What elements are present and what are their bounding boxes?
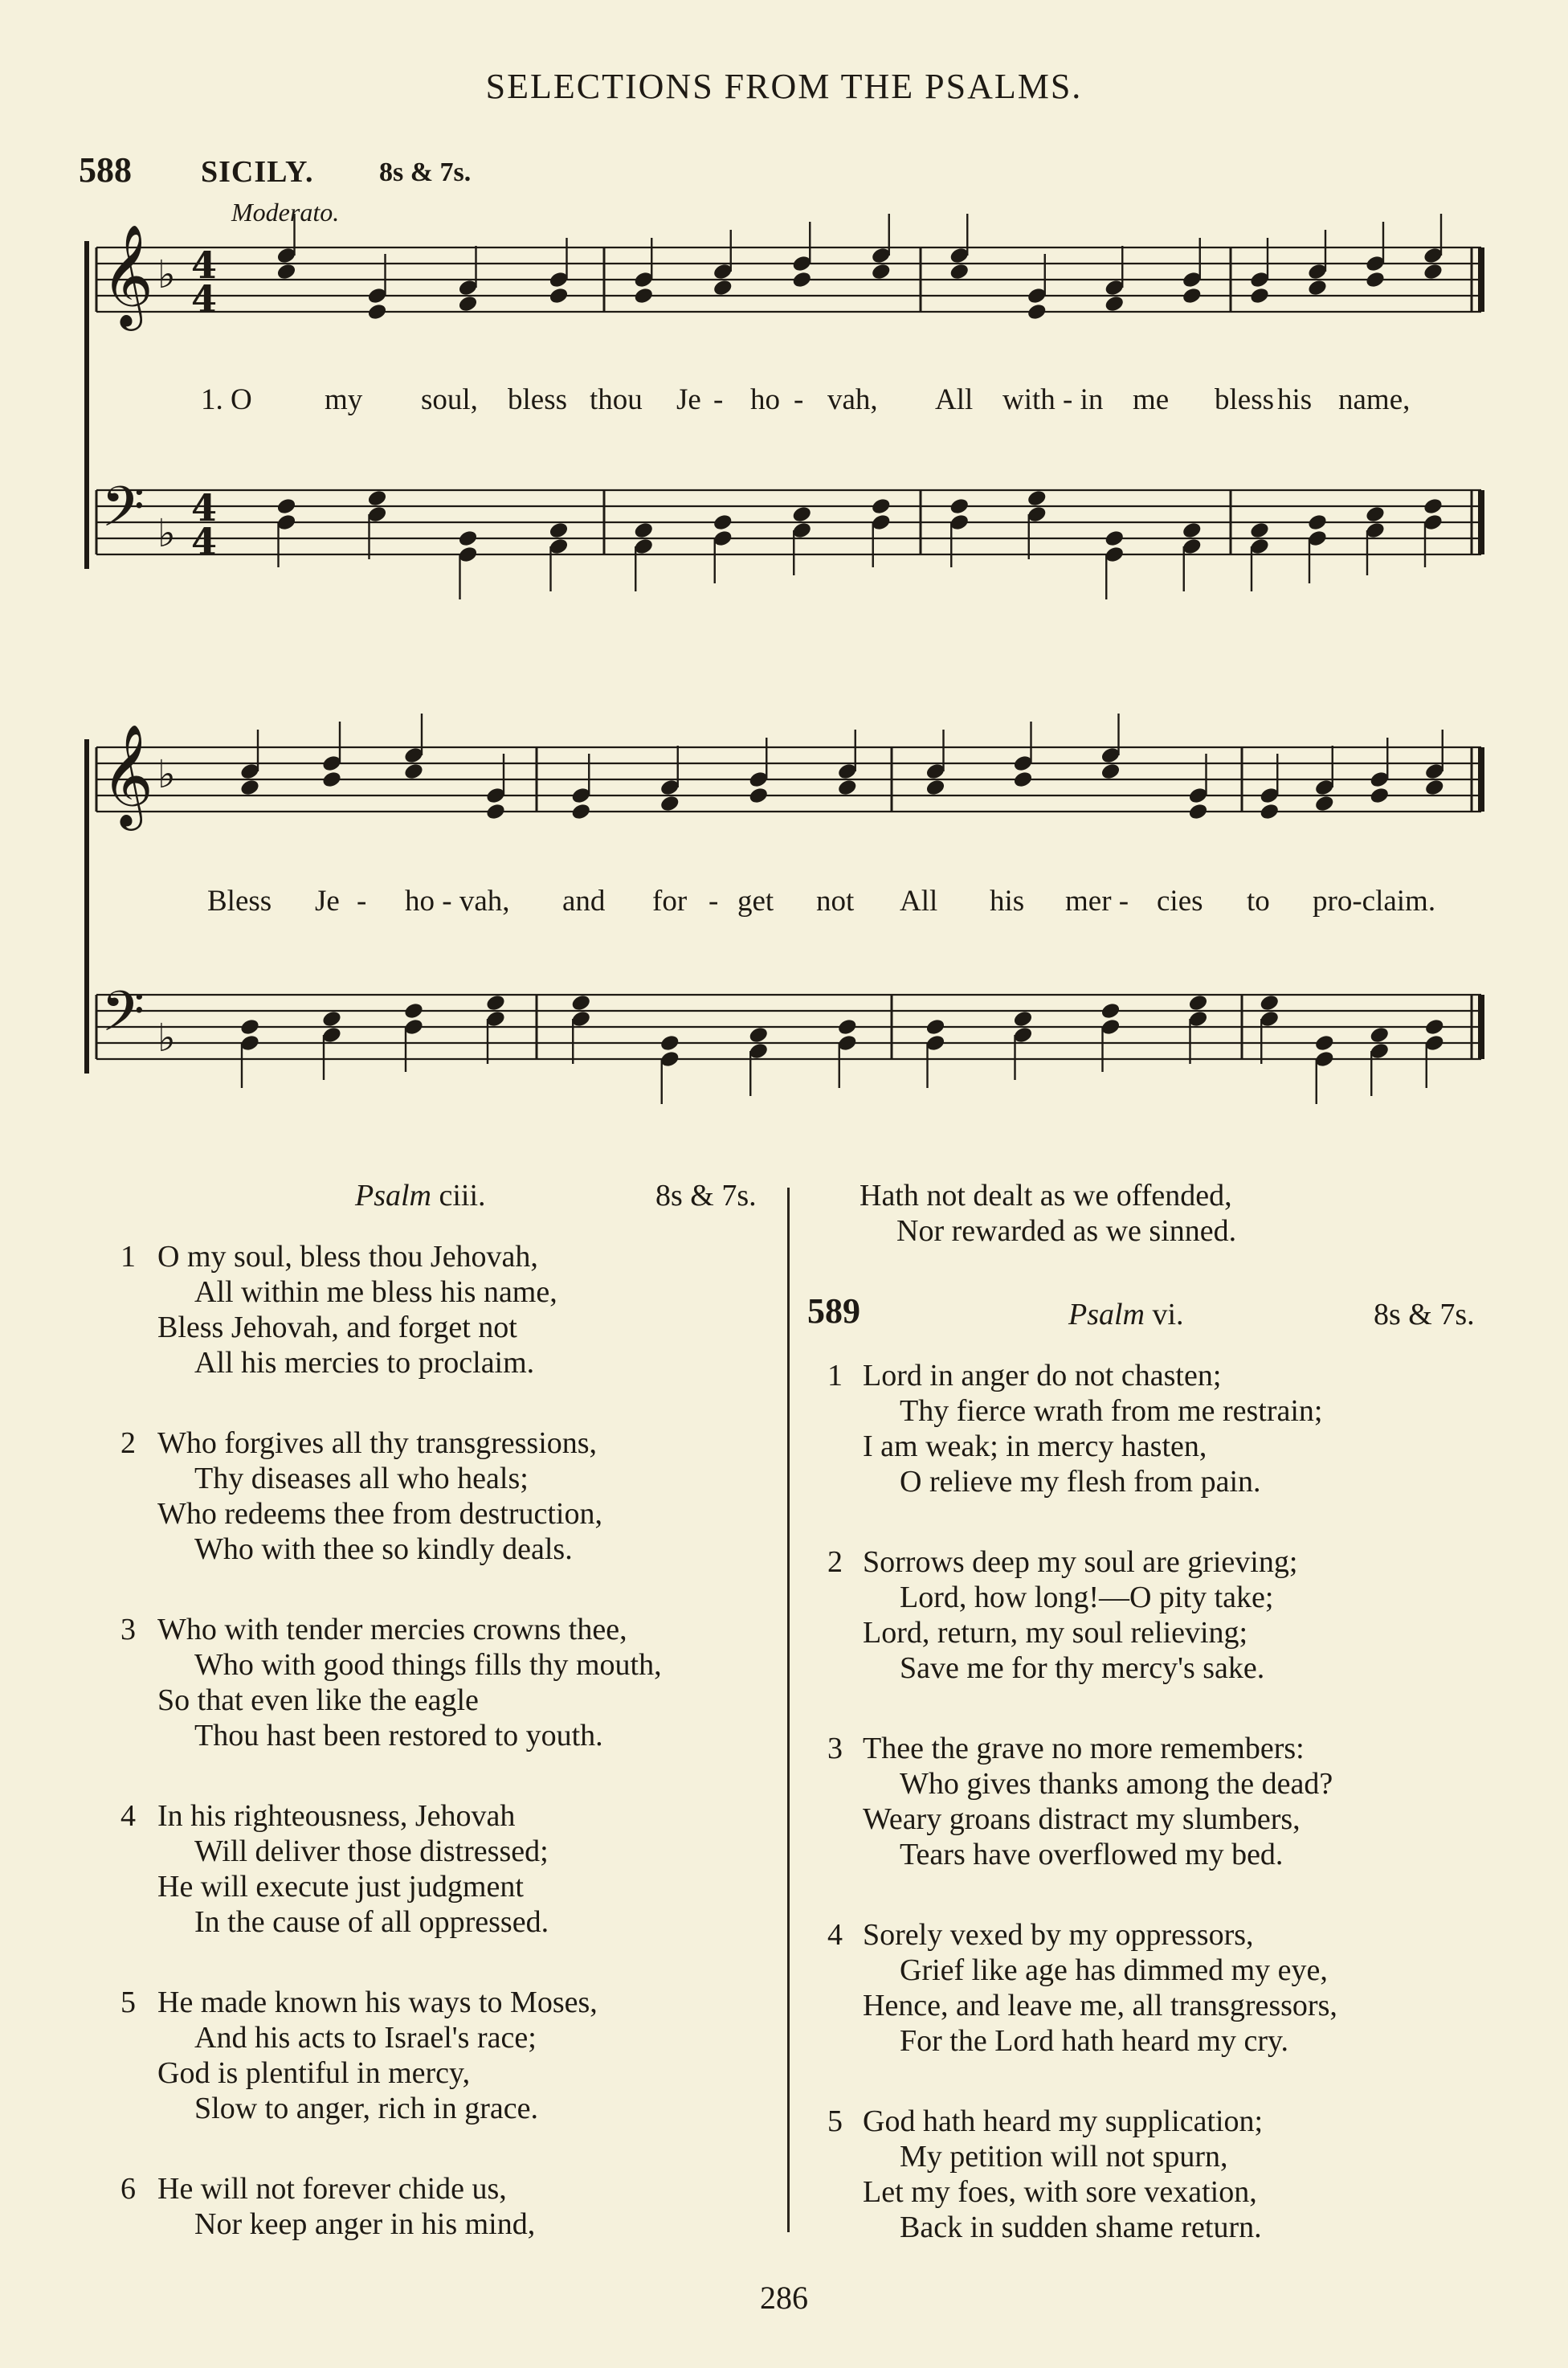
stanza (120, 1239, 557, 1380)
notehead (1369, 786, 1390, 805)
stanza-line: Who gives thanks among the dead? (900, 1767, 1333, 1801)
notehead (485, 993, 507, 1012)
notehead (403, 762, 425, 781)
tempo-marking: Moderato. (231, 198, 340, 227)
notehead (1012, 1009, 1034, 1029)
lyric-syllable: 1. O (201, 383, 252, 416)
stanza-line: He made known his ways to Moses, (157, 1986, 598, 2019)
lyric-syllable: and (562, 885, 606, 918)
lyric-syllable: ho - vah, (405, 885, 510, 918)
running-head: SELECTIONS FROM THE PSALMS. (485, 67, 1083, 106)
notehead (1365, 270, 1386, 289)
psalm-number: vi. (1152, 1298, 1184, 1331)
psalm-103-continuation (860, 1178, 1236, 1249)
notehead (1423, 1017, 1445, 1037)
stanza-line: O relieve my flesh from pain. (900, 1465, 1261, 1499)
hymn-589-number (807, 1291, 860, 1331)
notehead (949, 262, 970, 281)
notehead (1423, 262, 1444, 281)
time-signature: 4 (191, 277, 218, 321)
notehead (870, 262, 892, 281)
stanza-line: Weary groans distract my slumbers, (863, 1802, 1301, 1836)
lyric-syllable: ho (750, 383, 780, 416)
notehead (633, 521, 655, 540)
stanza-line: O my soul, bless thou Jehovah, (157, 1240, 538, 1274)
lyric-syllable: Bless (207, 885, 272, 918)
stanza (827, 1731, 1333, 1872)
notehead (870, 497, 892, 516)
stanza-number: 5 (827, 2104, 843, 2138)
stanza-line: Sorrows deep my soul are grieving; (863, 1545, 1298, 1579)
flat-sign: ♭ (157, 511, 176, 556)
notehead (1187, 802, 1209, 821)
stanza-line: Bless Jehovah, and forget not (157, 1311, 517, 1344)
stanza-line: Back in sudden shame return. (900, 2211, 1262, 2244)
stanza-line: Who with good things fills thy mouth, (194, 1648, 662, 1682)
continuation-line: Nor rewarded as we sinned. (896, 1214, 1237, 1248)
stanza (827, 1917, 1337, 2059)
hymn-number: 588 (79, 150, 132, 190)
notehead (1100, 762, 1121, 781)
treble-clef: 𝄞 (101, 223, 154, 326)
stanza-line: All within me bless his name, (194, 1275, 557, 1309)
stanza-number: 6 (120, 2172, 136, 2206)
lyric-syllable: his (1277, 383, 1313, 416)
stanza-line: He will not forever chide us, (157, 2172, 507, 2206)
notehead (1026, 302, 1047, 321)
stanza-line: Hence, and leave me, all transgressors, (863, 1989, 1337, 2022)
notehead (1259, 993, 1280, 1012)
notehead (321, 1009, 343, 1029)
notehead (633, 286, 655, 305)
stanza-line: Who with thee so kindly deals. (194, 1532, 573, 1566)
notehead (748, 786, 770, 805)
notehead (1012, 770, 1034, 789)
notehead (239, 1017, 261, 1037)
stanza-line: For the Lord hath heard my cry. (900, 2024, 1288, 2058)
flat-sign: ♭ (157, 252, 176, 297)
stanza (827, 1544, 1298, 1686)
bass-clef: 𝄢 (101, 979, 145, 1057)
lyric-syllable: my (325, 383, 363, 416)
stanza (120, 2171, 536, 2242)
stanza (120, 1612, 662, 1753)
notehead (366, 302, 388, 321)
time-signature: 4 (191, 486, 218, 530)
notehead (239, 778, 261, 797)
stanza-number: 2 (120, 1426, 136, 1460)
stanza-line: Sorely vexed by my oppressors, (863, 1918, 1254, 1952)
stanza-number: 3 (827, 1732, 843, 1765)
flat-sign: ♭ (157, 752, 176, 797)
lyric-syllable: - (713, 383, 724, 416)
lyric-syllable: his (990, 885, 1025, 918)
stanza-line: Will deliver those distressed; (194, 1834, 549, 1868)
time-signature: 4 (191, 243, 218, 287)
flat-sign: ♭ (157, 1016, 176, 1061)
notehead (748, 1025, 770, 1045)
notehead (1249, 521, 1271, 540)
stanza-line: He will execute just judgment (157, 1870, 524, 1904)
psalm-103-meter: 8s & 7s. (655, 1179, 757, 1213)
stanza (120, 1425, 602, 1567)
notehead (949, 497, 970, 516)
notehead (570, 993, 592, 1012)
notehead (1100, 1001, 1121, 1020)
notehead (570, 802, 592, 821)
stanza-line: Who redeems thee from destruction, (157, 1497, 602, 1531)
lyric-syllable: vah, (827, 383, 878, 416)
lyric-syllable: to (1247, 885, 1270, 918)
lyric-syllable: with - in (1002, 383, 1104, 416)
stanza-number: 4 (827, 1918, 843, 1952)
page-number: 286 (760, 2280, 808, 2316)
notehead (1181, 521, 1203, 540)
stanza-line: I am weak; in mercy hasten, (863, 1429, 1207, 1463)
lyric-syllable: me (1133, 383, 1170, 416)
psalm-label: Psalm (1068, 1298, 1145, 1331)
stanza-number: 2 (827, 1545, 843, 1579)
notehead (1187, 993, 1209, 1012)
notehead (712, 278, 733, 297)
lyric-syllable: pro-claim. (1313, 885, 1436, 918)
stanza-line: Who forgives all thy transgressions, (157, 1426, 598, 1460)
stanza-line: Thy diseases all who heals; (194, 1462, 529, 1495)
lyric-syllable: All (935, 383, 974, 416)
lyric-syllable: - (708, 885, 719, 918)
stanza-line: Nor keep anger in his mind, (194, 2207, 536, 2241)
stanza-line: Slow to anger, rich in grace. (194, 2092, 538, 2125)
stanza-number: 3 (120, 1613, 136, 1646)
lyric-syllable: All (900, 885, 938, 918)
notehead (1181, 286, 1203, 305)
notehead (321, 770, 343, 789)
notehead (836, 778, 858, 797)
notehead (712, 513, 733, 532)
stanza-line: And his acts to Israel's race; (194, 2021, 537, 2055)
lyric-syllable: cies (1157, 885, 1203, 918)
lyric-syllable: Je (315, 885, 340, 918)
stanza (120, 1798, 549, 1940)
notehead (1423, 497, 1444, 516)
notehead (276, 497, 297, 516)
column-divider (787, 1188, 790, 2232)
lyric-syllable: bless (1215, 383, 1274, 416)
stanza-line: Thou hast been restored to youth. (194, 1719, 603, 1752)
notehead (925, 1017, 946, 1037)
notehead (1307, 513, 1329, 532)
psalm-6-header (1068, 1297, 1184, 1332)
notehead (1365, 505, 1386, 524)
treble-clef: 𝄞 (101, 723, 154, 826)
notehead (1313, 1033, 1335, 1053)
notehead (791, 270, 813, 289)
stanza-line: Lord, return, my soul relieving; (863, 1616, 1248, 1650)
stanza-line: Save me for thy mercy's sake. (900, 1651, 1265, 1685)
stanza (827, 2104, 1264, 2245)
music-score (0, 0, 1568, 1141)
psalm-label: Psalm (355, 1179, 431, 1213)
stanza-line: Who with tender mercies crowns thee, (157, 1613, 627, 1646)
notehead (925, 778, 946, 797)
stanza-line: My petition will not spurn, (900, 2140, 1228, 2174)
stanza-line: In the cause of all oppressed. (194, 1905, 549, 1939)
notehead (485, 802, 507, 821)
notehead (366, 489, 388, 508)
continuation-line: Hath not dealt as we offended, (860, 1179, 1232, 1213)
stanza-number: 4 (120, 1799, 136, 1833)
notehead (1423, 778, 1445, 797)
notehead (1104, 529, 1125, 548)
stanza-number: 5 (120, 1986, 136, 2019)
notehead (1259, 802, 1280, 821)
notehead (457, 529, 479, 548)
notehead (1369, 1025, 1390, 1045)
lyric-syllable: Je (676, 383, 701, 416)
stanza-line: God hath heard my supplication; (863, 2104, 1264, 2138)
stanza (120, 1985, 598, 2126)
tune-name: SICILY. (201, 155, 314, 189)
notehead (548, 286, 570, 305)
stanza-number: 1 (827, 1359, 843, 1393)
lyric-syllable: get (737, 885, 774, 918)
hymn-589-number-text: 589 (807, 1291, 860, 1331)
lyric-syllable: soul, (421, 383, 478, 416)
psalm-6-meter: 8s & 7s. (1374, 1298, 1475, 1331)
stanza-line: Grief like age has dimmed my eye, (900, 1953, 1328, 1987)
notehead (276, 262, 297, 281)
notehead (659, 794, 680, 813)
lyric-syllable: not (816, 885, 855, 918)
stanza-line: Tears have overflowed my bed. (900, 1838, 1284, 1871)
time-signature: 4 (191, 520, 218, 563)
psalm-103-header (355, 1178, 486, 1213)
lyric-syllable: bless (508, 383, 567, 416)
lyric-syllable: name, (1338, 383, 1411, 416)
notehead (548, 521, 570, 540)
stanza-number: 1 (120, 1240, 136, 1274)
notehead (1313, 794, 1335, 813)
lyric-syllable: thou (590, 383, 643, 416)
notehead (457, 294, 479, 313)
stanza-line: Lord in anger do not chasten; (863, 1359, 1222, 1393)
stanza-line: Thee the grave no more remembers: (863, 1732, 1305, 1765)
stanza-line: So that even like the eagle (157, 1683, 479, 1717)
stanza-line: In his righteousness, Jehovah (157, 1799, 516, 1833)
lyric-syllable: - (357, 885, 367, 918)
notehead (1249, 286, 1271, 305)
stanza-line: Thy fierce wrath from me restrain; (900, 1394, 1323, 1428)
notehead (791, 505, 813, 524)
notehead (659, 1033, 680, 1053)
bass-clef: 𝄢 (101, 474, 145, 553)
stanza-line: Lord, how long!—O pity take; (900, 1581, 1274, 1614)
notehead (1104, 294, 1125, 313)
notehead (1026, 489, 1047, 508)
lyric-syllable: - (794, 383, 804, 416)
stanza-line: Let my foes, with sore vexation, (863, 2175, 1257, 2209)
notehead (836, 1017, 858, 1037)
lyric-syllable: mer - (1065, 885, 1129, 918)
tune-meter: 8s & 7s. (379, 157, 472, 187)
stanza (827, 1358, 1323, 1499)
psalm-number: ciii. (439, 1179, 486, 1213)
stanza-line: God is plentiful in mercy, (157, 2056, 471, 2090)
stanza-line: All his mercies to proclaim. (194, 1346, 535, 1380)
notehead (1307, 278, 1329, 297)
notehead (403, 1001, 425, 1020)
lyric-syllable: for (652, 885, 688, 918)
